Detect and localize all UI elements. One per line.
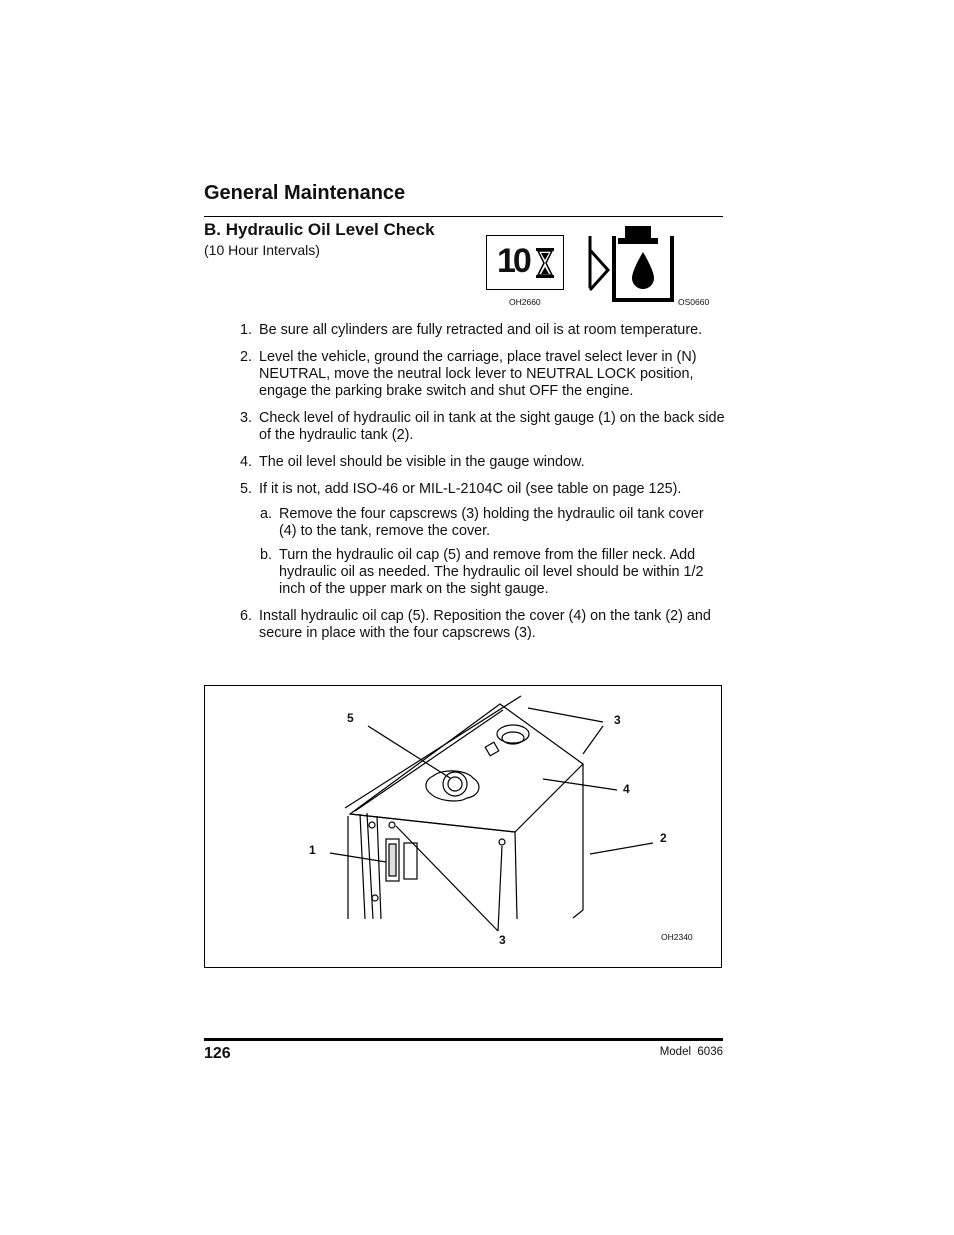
callout-5: 5 [347, 711, 354, 725]
step-number: 2. [240, 349, 253, 365]
section-title: General Maintenance [204, 182, 406, 204]
hydraulic-tank-figure [204, 685, 722, 968]
callout-3-bottom: 3 [499, 933, 506, 947]
footer-rule [204, 1038, 723, 1041]
icon-code-oh2660: OH2660 [509, 297, 541, 307]
step-item [240, 454, 740, 471]
step-number: 1. [240, 322, 253, 338]
step-item [240, 322, 740, 339]
substep-text: Remove the four capscrews (3) holding the hydraulic oil tank cover (4) to the tank, remove the cover. [279, 506, 704, 539]
callout-3-top: 3 [614, 713, 621, 727]
step-text: Be sure all cylinders are fully retracted and oil is at room temperature. [259, 322, 703, 338]
step-text: Check level of hydraulic oil in tank at the sight gauge (1) on the back side of the hydraulic tank (2). [259, 410, 725, 443]
interval-hours-label: 10 [497, 242, 529, 280]
hourglass-shape-icon [535, 248, 555, 278]
callout-1: 1 [309, 843, 316, 857]
substep-item [260, 506, 720, 540]
step-text: If it is not, add ISO-46 or MIL-L-2104C oil (see table on page 125). [259, 481, 682, 497]
hydraulic-tank-illustration [205, 686, 721, 967]
step-item [240, 608, 740, 642]
callout-2: 2 [660, 831, 667, 845]
icon-code-os0660: OS0660 [678, 297, 710, 307]
model-label: Model 6036 [659, 1046, 723, 1058]
interval-note: (10 Hour Intervals) [204, 242, 320, 258]
step-text: The oil level should be visible in the gauge window. [259, 454, 585, 470]
substep-text: Turn the hydraulic oil cap (5) and remove from the filler neck. Add hydraulic oil as needed. The hydraulic oil level should be within 1/2 inch of the upper mark on the sight gauge. [279, 547, 704, 597]
substep-letter: b. [260, 547, 273, 563]
substep-item [260, 547, 720, 598]
substeps [260, 506, 720, 598]
step-text: Install hydraulic oil cap (5). Reposition the cover (4) on the tank (2) and secure in place with the four capscrews (3). [259, 608, 711, 641]
page-number: 126 [204, 1045, 231, 1062]
hour-glass-icon [486, 235, 564, 290]
step-number: 5. [240, 481, 253, 497]
procedure-steps [240, 322, 740, 652]
step-item [240, 349, 740, 400]
step-text: Level the vehicle, ground the carriage, place travel select lever in (N) NEUTRAL, move the neutral lock lever to NEUTRAL LOCK position, engage the parking brake switch and shut OFF the engine. [259, 349, 697, 399]
header-rule [204, 216, 723, 217]
step-number: 6. [240, 608, 253, 624]
step-number: 3. [240, 410, 253, 426]
step-item [240, 410, 740, 444]
callout-4: 4 [623, 782, 630, 796]
figure-code: OH2340 [661, 932, 693, 942]
subsection-title: B. Hydraulic Oil Level Check [204, 220, 435, 239]
substep-letter: a. [260, 506, 273, 522]
hydraulic-oil-icon [588, 226, 674, 302]
step-number: 4. [240, 454, 253, 470]
step-item [240, 481, 740, 498]
